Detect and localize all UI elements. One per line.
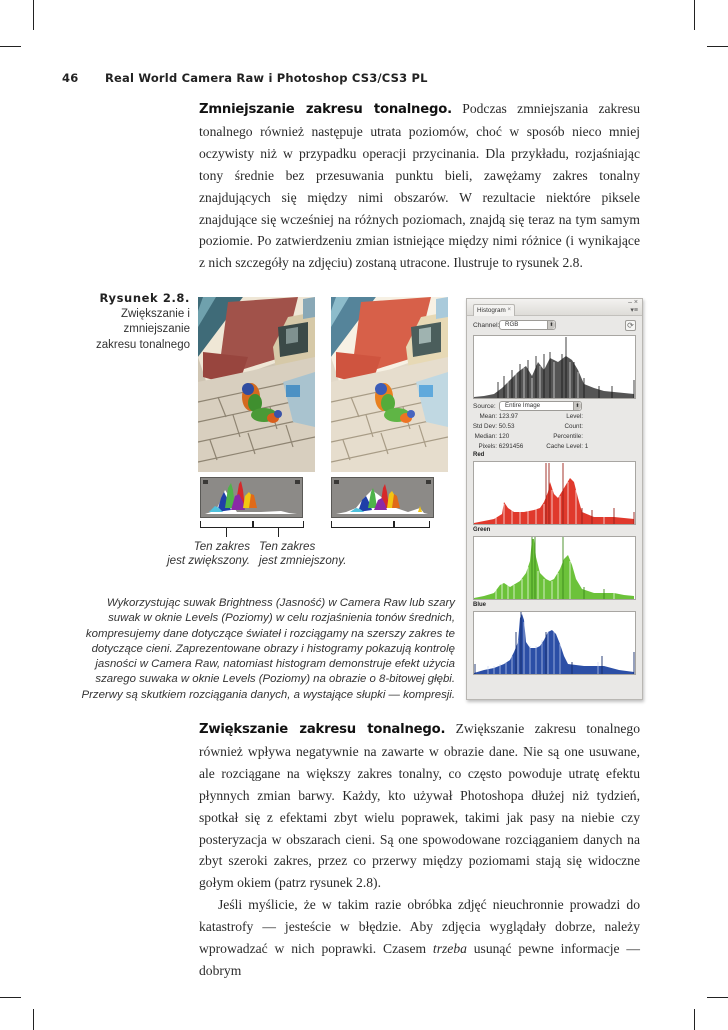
stat-value: 1 [584, 443, 589, 450]
crop-mark [694, 1009, 695, 1030]
red-channel-label: Red [473, 452, 485, 458]
caption-line: jasności w Camera Raw, natomiast histogram demonstruje efekt użycia [95, 658, 455, 671]
crop-mark [33, 0, 34, 30]
stat-percentile [537, 433, 583, 441]
crop-mark [707, 46, 728, 47]
source-label: Source: [473, 403, 496, 410]
blue-histogram [473, 611, 636, 675]
stat-pixels [471, 443, 523, 451]
stat-cache-level [537, 443, 588, 451]
running-title: Real World Camera Raw i Photoshop CS3/CS3 PL [105, 71, 428, 85]
caption-line: szarego suwaka w oknie Levels (Poziomy) na obrazie o 8-bitowej głębi. [95, 673, 455, 686]
rgb-histogram [473, 335, 636, 399]
stat-label: Level: [566, 413, 583, 420]
range-note-line: Ten zakres [259, 540, 316, 553]
select-arrows-icon: ⬍ [573, 402, 581, 410]
range-note-compressed [259, 540, 369, 568]
figure-title: Zwiększanie i zmniejszanie zakresu tonalnego [96, 307, 190, 351]
stat-label: Percentile: [553, 433, 583, 440]
emphasis-text: trzeba [432, 941, 467, 957]
crop-mark [707, 997, 728, 998]
range-bracket-stretched-after [331, 521, 394, 528]
bracket-stem [278, 528, 279, 537]
stat-value: 120 [498, 433, 510, 440]
panel-titlebar [467, 299, 642, 316]
source-select[interactable] [499, 401, 582, 411]
select-arrows-icon: ⬍ [547, 321, 555, 329]
figure-label [88, 291, 190, 353]
stat-level [537, 413, 583, 421]
stat-label: Count: [564, 423, 583, 430]
stat-median [471, 433, 509, 441]
window-controls-icon[interactable]: – × [628, 299, 638, 306]
stat-label: Mean: [479, 413, 497, 420]
section-increasing-tonal-range [199, 718, 640, 982]
camera-raw-histogram-after [331, 477, 434, 518]
stat-mean [471, 413, 518, 421]
channel-label: Channel: [473, 322, 500, 329]
tab-label: Histogram [477, 307, 506, 314]
caption-line: kompresujemy dane dotyczące świateł i rozciągamy na szerszy zakres te [85, 627, 455, 640]
section-reducing-tonal-range [199, 98, 640, 274]
caption-line: Wykorzystując suwak Brightness (Jasność) w Camera Raw lub szary [106, 597, 455, 609]
red-histogram [473, 461, 636, 525]
stat-value: 50.53 [498, 423, 515, 430]
running-head [62, 71, 428, 85]
channel-select[interactable] [499, 320, 556, 330]
green-channel-label: Green [473, 527, 491, 533]
stat-label: Cache Level: [546, 443, 583, 450]
tab-histogram[interactable] [473, 304, 515, 316]
bracket-stem [226, 528, 227, 537]
page-number: 46 [62, 71, 79, 85]
histogram-panel [466, 298, 643, 700]
crop-mark [694, 0, 695, 30]
range-bracket-stretched [200, 521, 253, 528]
photo-before [198, 297, 315, 472]
caption-line: suwak w oknie Levels (Poziomy) w celu rozjaśnienia tonów średnich, [108, 612, 455, 625]
stat-label: Median: [474, 433, 497, 440]
stat-value: 123.97 [498, 413, 519, 420]
stat-std-dev [471, 423, 515, 431]
range-bracket-compressed [253, 521, 304, 528]
photo-after [331, 297, 448, 472]
close-icon[interactable]: × [507, 306, 511, 313]
green-histogram [473, 536, 636, 600]
panel-menu-icon[interactable]: ▾≡ [630, 307, 638, 314]
crop-mark [0, 997, 21, 998]
camera-raw-histogram-before [200, 477, 303, 518]
paragraph-text: Zwiększanie zakresu tonalnego również wpływa negatywnie na zawarte w obrazie dane. Nie są one usuwane, ale rozciągane na większy zakres tonalny, co często powoduje utratę efektu płynnych zmian barwy. Każdy, kto używał Photoshopa dłużej niż tydzień, spotkał się z efektami zbyt wielu poprawek, takimi jak pasy na niebie czy posteryzacja w obszarach cieni. Są one spowodowane rozciąganiem danych na zbyt szeroki zakres, przez co przerwy między poziomami stają się widoczne gołym okiem (patrz rysunek 2.8). [199, 721, 641, 891]
crop-mark [33, 1009, 34, 1030]
stat-label: Std Dev: [472, 423, 497, 430]
stat-count [537, 423, 583, 431]
channel-value: RGB [505, 321, 519, 328]
range-note-stretched [140, 540, 250, 568]
range-note-line: Ten zakres [193, 540, 250, 553]
stat-label: Pixels: [478, 443, 497, 450]
section-heading: Zwiększanie zakresu tonalnego. [199, 722, 446, 737]
figure-caption [60, 596, 455, 703]
blue-channel-label: Blue [473, 602, 487, 608]
figure-number: Rysunek 2.8. [99, 291, 190, 305]
source-value: Entire Image [505, 402, 541, 409]
range-note-line: jest zmniejszony. [259, 554, 347, 567]
range-note-line: jest zwiększony. [167, 554, 250, 567]
caption-line: dotyczące cieni. Zaprezentowane obrazy i histogramy pokazują kontrolę [91, 642, 455, 655]
crop-mark [0, 46, 21, 47]
paragraph-text: Podczas zmniejszania zakresu tonalnego również następuje utrata poziomów, choć w sposób nieco mniej oczywisty niż w przypadku operacji przycinania. Dla przykładu, rozjaśniając tony średnie bez przesuwania punktu bieli, zawężamy zakres tonalny znajdujących się między nimi obszarów. W rezultacie niektóre piksele znajdujące się wcześniej na różnych poziomach, znajdą się teraz na tym samym poziomie. Po zatwierdzeniu zmian istniejące między nimi różnice (i wynikające z nich szczegóły na zdjęciu) zostaną utracone. Ilustruje to rysunek 2.8. [199, 101, 640, 271]
section-heading: Zmniejszanie zakresu tonalnego. [199, 102, 452, 117]
range-bracket-compressed-after [394, 521, 430, 528]
refresh-icon[interactable]: ⟳ [625, 320, 636, 331]
paragraph-text: Jeśli myślicie, że w takim razie obróbka zdjęć nieuchronnie prowadzi do katastrofy — jesteście w błędzie. Aby zdjęcia wyglądały dobrze, należy wprowadzać w nich poprawki. Czasem [199, 897, 640, 957]
stat-value: 6291456 [498, 443, 524, 450]
paragraph-text: usunąć pewne informacje — dobrym [199, 941, 640, 978]
caption-line: Przerwy są skutkiem rozciągania danych, a wystające słupki — kompresji. [81, 688, 455, 701]
